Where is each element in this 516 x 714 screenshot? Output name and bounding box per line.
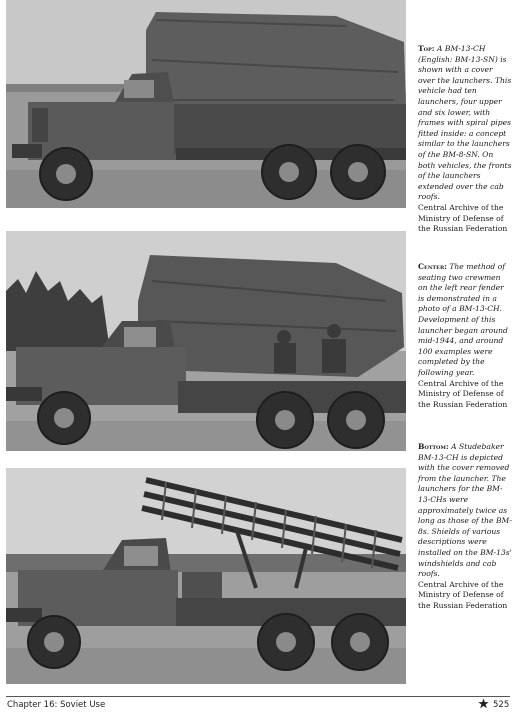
page-number: 525 xyxy=(493,700,510,710)
footer-chapter-title: Chapter 16: Soviet Use xyxy=(7,700,106,710)
photo-top-covered-launcher-truck xyxy=(6,0,406,208)
caption-top-credit: Central Archive of the Ministry of Defense of the Russian Federation xyxy=(418,202,508,234)
photo-bottom-uncovered-launcher-truck xyxy=(6,468,406,684)
caption-center xyxy=(418,262,512,410)
caption-bottom-body: A Studebaker BM-13-CH is depicted with the cover removed from the launcher. The launchers for the BM-13-CHs were approximately twice as long as those of the BM-8s. Shields of various descriptions were installed on the BM-13s' windshields and cab roofs. xyxy=(418,442,512,579)
caption-bottom xyxy=(418,442,512,612)
caption-center-body: The method of seating two crewmen on the left rear fender is demonstrated in a photo of a BM-13-CH. Development of this launcher began around mid-1944, and around 100 examples were completed by the following year. xyxy=(418,262,508,377)
caption-center-credit: Central Archive of the Ministry of Defense of the Russian Federation xyxy=(418,378,508,409)
caption-top xyxy=(418,44,512,235)
photo-center-crew-seated-truck xyxy=(6,231,406,451)
star-icon xyxy=(478,698,489,709)
caption-top-body: A BM-13-CH (English: BM-13-SN) is shown with a cover over the launchers. This vehicle had ten launchers, four upper and six lower, with frames with spiral pipes fitted inside: a concept similar to the launchers of the BM-8-SN. On both vehicles, the fronts of the launchers extended over the cab roofs. xyxy=(418,44,512,202)
caption-center-label: Center: xyxy=(418,262,447,271)
caption-top-label: Top: xyxy=(418,44,435,53)
caption-bottom-label: Bottom: xyxy=(418,442,449,451)
caption-bottom-credit: Central Archive of the Ministry of Defense of the Russian Federation xyxy=(418,579,508,610)
footer-rule xyxy=(6,696,510,697)
